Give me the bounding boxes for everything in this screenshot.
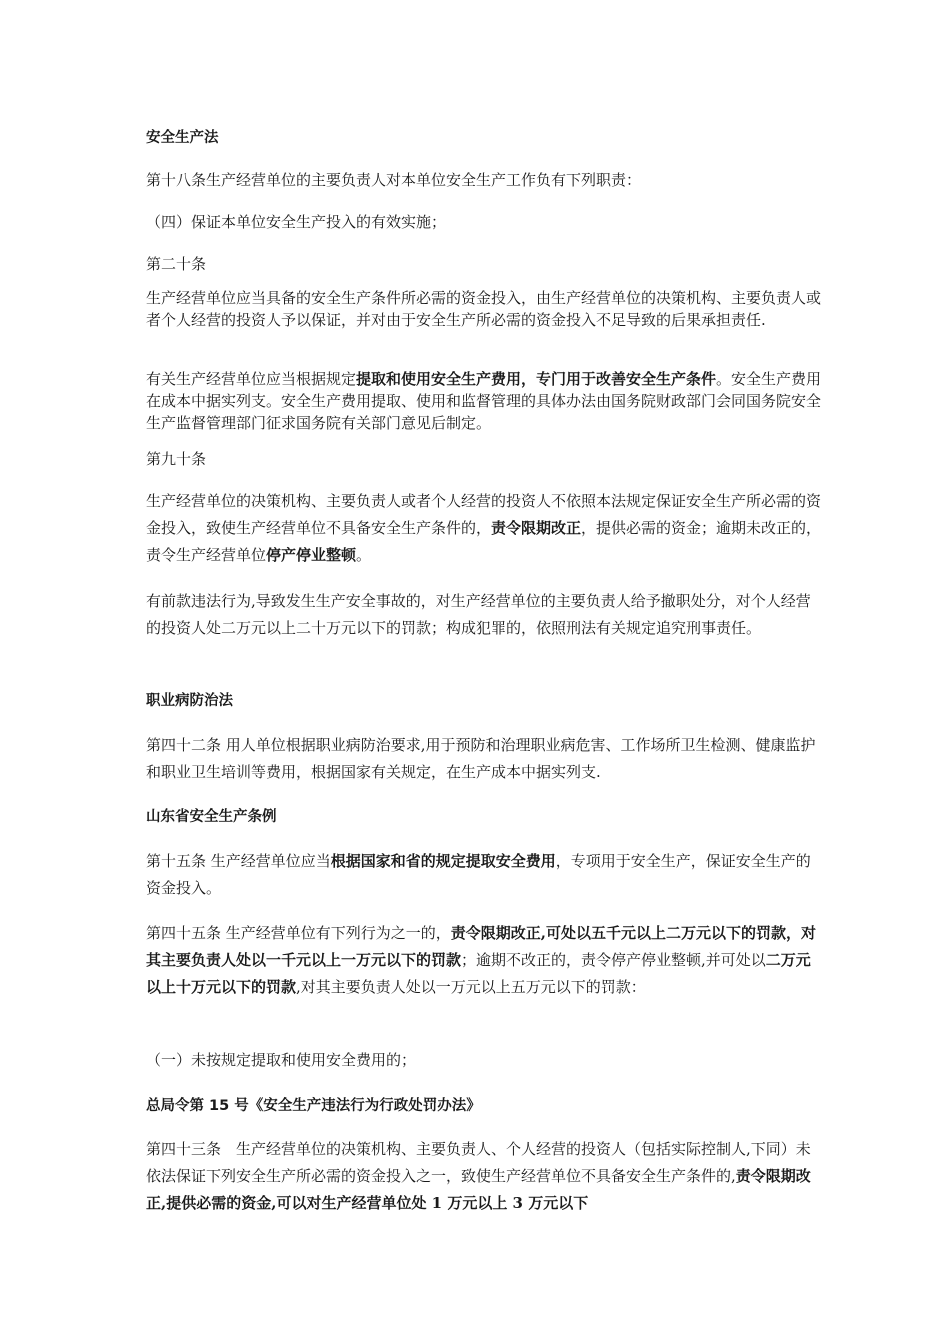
article-42: 第四十二条 用人单位根据职业病防治要求,用于预防和治理职业病危害、工作场所卫生检测、健康监护和职业卫生培训等费用，根据国家有关规定，在生产成本中据实列支. [146,736,816,781]
shandong-article-45-item-1: （一）未按规定提取和使用安全费用的； [146,1051,417,1069]
text-run: ，专项用于安全生产，保证安全生产的资金投入。 [146,852,811,897]
emphasis-text: 责令限期改正 [491,519,582,537]
order-15-article-43 [146,1136,822,1217]
emphasis-text: 二万元以上十万元以下的罚款 [146,951,811,996]
text-run: 有关生产经营单位应当根据规定 [146,370,357,388]
article-18-intro: 第十八条生产经营单位的主要负责人对本单位安全生产工作负有下列职责： [146,171,642,189]
article-20-paragraph-2 [146,368,822,434]
text-run: 第四十五条 生产经营单位有下列行为之一的， [146,924,451,942]
heading-occupational-disease-law: 职业病防治法 [146,693,233,709]
heading-safety-law: 安全生产法 [146,130,219,146]
article-90-title: 第九十条 [146,450,207,468]
article-90-paragraph-1 [146,488,822,569]
text-run: 生产经营单位的决策机构、主要负责人或者个人经营的投资人不依照本法规定保证安全生产所必需的资金投入，致使生产经营单位不具备安全生产条件的， [146,492,822,537]
text-run: ，提供必需的资金；逾期未改正的，责令生产经营单位 [146,519,822,564]
text-run: ；逾期不改正的，责令停产停业整顿,并可处以 [461,951,766,969]
text-run: 。安全生产费用在成本中据实列支。安全生产费用提取、使用和监督管理的具体办法由国务院财政部门会同国务院安全生产监督管理部门征求国务院有关部门意见后制定。 [146,370,822,432]
heading-shandong-regulation: 山东省安全生产条例 [146,809,277,825]
text-run: 。 [356,546,372,564]
article-18-item-4: （四）保证本单位安全生产投入的有效实施； [146,213,447,231]
shandong-article-15 [146,848,822,902]
emphasis-text: 责令限期改正,提供必需的资金,可以对生产经营单位处 1 万元以上 3 万元以下 [146,1167,811,1212]
text-run: 第十五条 生产经营单位应当 [146,852,331,870]
article-20-paragraph-1: 生产经营单位应当具备的安全生产条件所必需的资金投入，由生产经营单位的决策机构、主要负责人或者个人经营的投资人予以保证，并对由于安全生产所必需的资金投入不足导致的后果承担责任. [146,289,822,329]
heading-order-15: 总局令第 15 号《安全生产违法行为行政处罚办法》 [146,1098,481,1114]
emphasis-text: 责令限期改正,可处以五千元以上二万元以下的罚款，对其主要负责人处以一千元以上一万元以下的罚款 [146,924,817,969]
text-run: 第四十三条 生产经营单位的决策机构、主要负责人、个人经营的投资人（包括实际控制人,下同）未依法保证下列安全生产所必需的资金投入之一，致使生产经营单位不具备安全生产条件的, [146,1140,811,1185]
article-90-paragraph-2: 有前款违法行为,导致发生生产安全事故的，对生产经营单位的主要负责人给予撤职处分，对个人经营的投资人处二万元以上二十万元以下的罚款；构成犯罪的，依照刑法有关规定追究刑事责任。 [146,592,811,637]
shandong-article-45 [146,920,822,1001]
emphasis-text: 根据国家和省的规定提取安全费用 [330,852,556,870]
article-20-title: 第二十条 [146,255,207,273]
text-run: ,对其主要负责人处以一万元以上五万元以下的罚款： [296,978,646,996]
emphasis-text: 停产停业整顿 [266,546,357,564]
emphasis-text: 提取和使用安全生产费用，专门用于改善安全生产条件 [356,370,717,388]
